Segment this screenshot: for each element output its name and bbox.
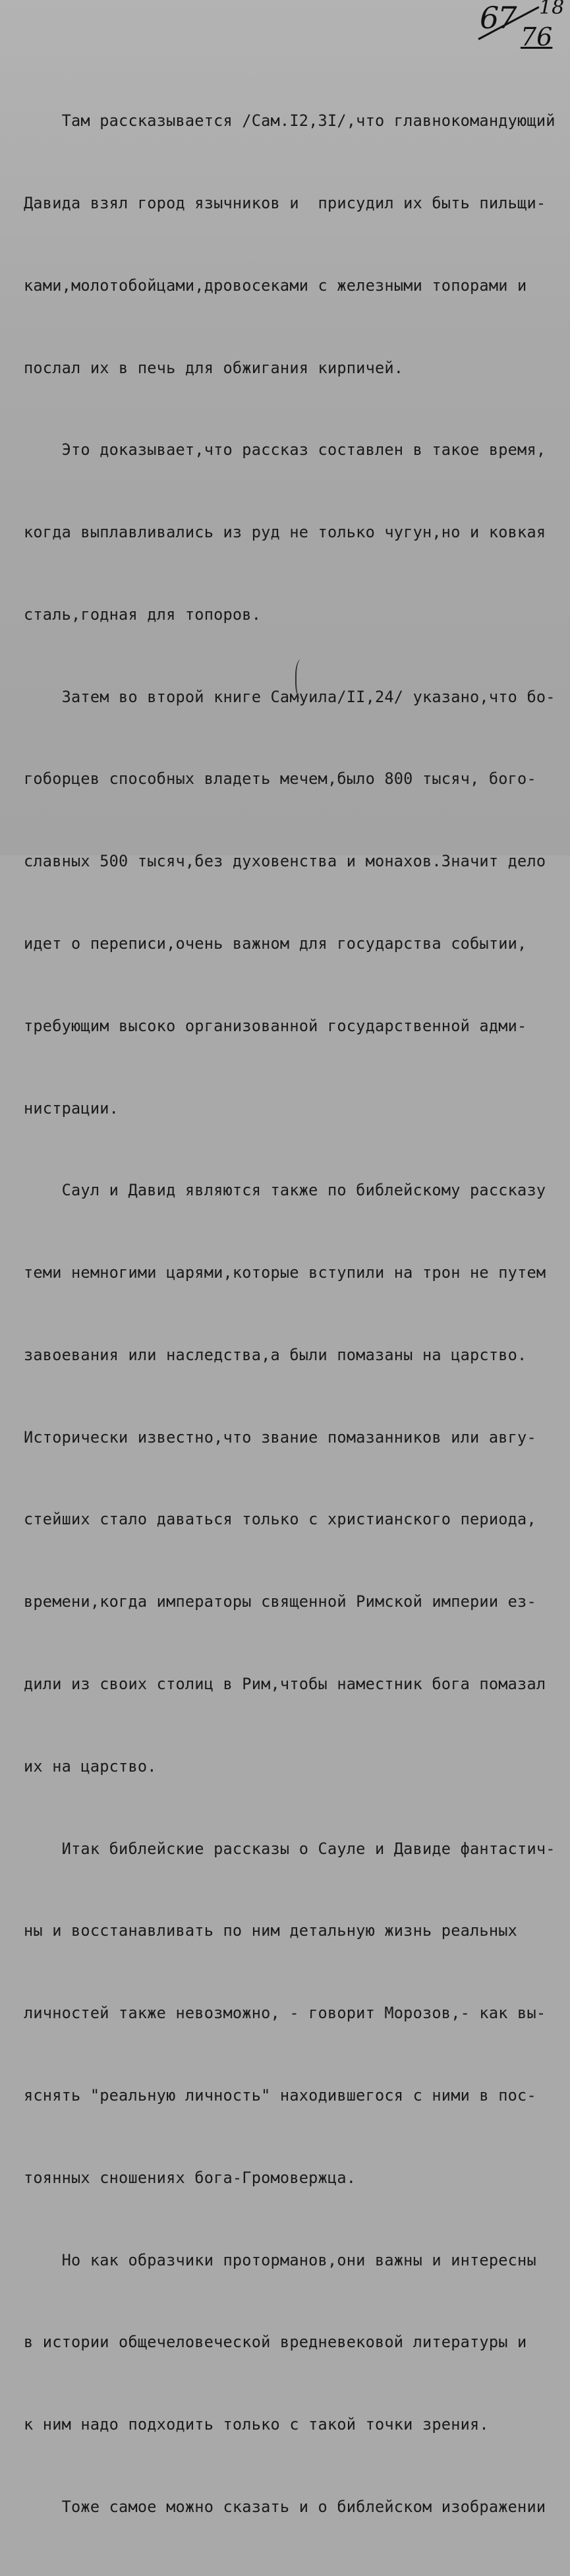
text-line: к ним надо подходить только с такой точки зрения. (24, 2415, 489, 2434)
text-line: когда выплавливались из руд не только чугун,но и ковкая (24, 523, 546, 542)
handwritten-bracket-mark (295, 659, 310, 699)
folio-number-underlined: 76 (521, 22, 553, 51)
text-line: Но как образчики проторманов,они важны и интересны (24, 2250, 536, 2269)
text-line: послал их в печь для обжигания кирпичей. (24, 358, 404, 377)
text-line: Там рассказывается /Сам.I2,3I/,что главнокомандующий (24, 111, 556, 131)
text-line: требующим высоко организованной государственной адми- (24, 1016, 527, 1035)
text-line: нистрации. (24, 1098, 119, 1118)
text-line: Саул и Давид являются также по библейскому рассказу (24, 1181, 546, 1200)
text-line: славных 500 тысяч,без духовенства и монахов.Значит дело (24, 852, 546, 871)
text-line: дили из своих столиц в Рим,чтобы наместник бога помазал (24, 1675, 546, 1694)
text-line: Это доказывает,что рассказ составлен в такое время, (24, 440, 546, 460)
text-line: Затем во второй книге Самуила/II,24/ указано,что бо- (24, 687, 556, 706)
text-line: личностей также невозможно, - говорит Морозов,- как вы- (24, 2004, 546, 2023)
text-line: в истории общечеловеческой вредневековой литературы и (24, 2333, 527, 2352)
text-line: Тоже самое можно сказать и о библейском изображении (24, 2497, 546, 2516)
text-line: завоевания или наследства,а были помазаны на царство. (24, 1345, 527, 1364)
text-line: сталь,годная для топоров. (24, 605, 262, 624)
text-line: Давида взял город язычников и присудил их быть пильщи- (24, 193, 546, 212)
text-line: стейших стало даваться только с христианского периода, (24, 1510, 536, 1529)
text-line: их на царство. (24, 1756, 157, 1776)
text-line: тоянных сношениях бога-Громовержца. (24, 2168, 356, 2187)
text-line: теми немногими царями,которые вступили на трон не путем (24, 1263, 546, 1282)
text-line: ны и восстанавливать по ним детальную жизнь реальных (24, 1921, 518, 1940)
text-line: Итак библейские рассказы о Сауле и Давиде фантастич- (24, 1839, 556, 1858)
text-line: ками,молотобойцами,дровосеками с железными топорами и (24, 276, 527, 295)
text-line: идет о переписи,очень важном для государства событии, (24, 934, 527, 953)
typed-text-body (24, 53, 570, 2576)
text-line: времени,когда императоры священной Римской империи ез- (24, 1592, 536, 1611)
text-line: Исторически известно,что звание помазанников или авгу- (24, 1427, 536, 1447)
text-line: яснять "реальную личность" находившегося с ними в пос- (24, 2085, 536, 2105)
folio-number-small: 18 (539, 0, 565, 19)
folio-number: 67 (480, 0, 516, 36)
text-line: гоборцев способных владеть мечем,было 800 тысяч, бого- (24, 769, 536, 789)
